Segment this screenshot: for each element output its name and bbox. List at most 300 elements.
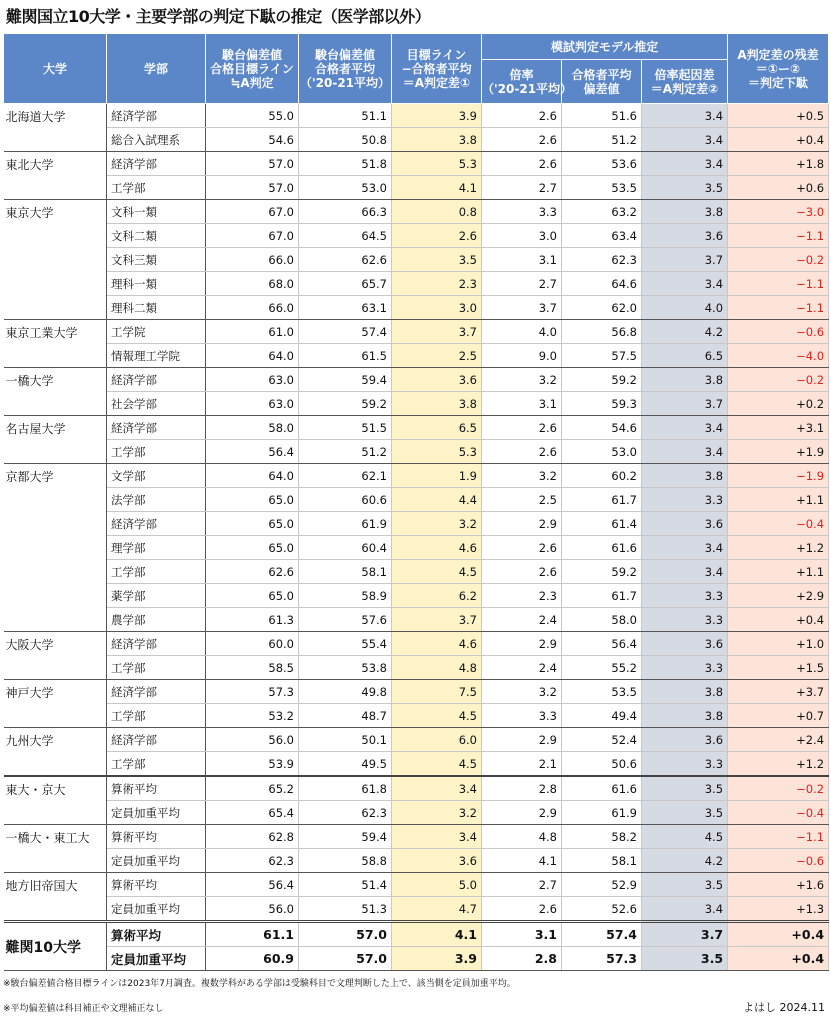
value-cell: 58.8 xyxy=(299,849,392,873)
value-cell: 53.8 xyxy=(299,656,392,680)
value-cell: 53.0 xyxy=(299,176,392,200)
table-row xyxy=(4,584,829,608)
value-cell: 65.7 xyxy=(299,272,392,296)
value-cell: 2.5 xyxy=(392,344,482,368)
value-cell: 58.1 xyxy=(299,560,392,584)
value-cell: 57.3 xyxy=(206,680,299,704)
value-cell: 53.9 xyxy=(206,752,299,777)
value-cell: +1.1 xyxy=(728,488,829,512)
value-cell: 51.2 xyxy=(299,440,392,464)
faculty-cell: 薬学部 xyxy=(107,584,206,608)
header-residual-1: A判定差の残差 xyxy=(737,47,819,62)
header-ratio xyxy=(482,60,573,104)
value-cell: 61.3 xyxy=(206,608,299,632)
value-cell: 6.0 xyxy=(392,728,482,752)
value-cell: 67.0 xyxy=(206,224,299,248)
value-cell: 2.7 xyxy=(482,176,562,200)
value-cell: 3.7 xyxy=(392,608,482,632)
value-cell: 61.9 xyxy=(562,801,642,825)
faculty-cell: 理科二類 xyxy=(107,296,206,320)
value-cell: 7.5 xyxy=(392,680,482,704)
value-cell: 3.2 xyxy=(482,368,562,392)
faculty-cell: 経済学部 xyxy=(107,728,206,752)
value-cell: 4.5 xyxy=(392,704,482,728)
value-cell: 65.0 xyxy=(206,536,299,560)
value-cell: 3.6 xyxy=(642,728,728,752)
table-row xyxy=(4,704,829,728)
value-cell: 66.0 xyxy=(206,296,299,320)
value-cell: 3.4 xyxy=(642,104,728,128)
value-cell: 4.4 xyxy=(392,488,482,512)
table-row xyxy=(4,488,829,512)
value-cell: 3.9 xyxy=(392,947,482,971)
value-cell: 3.4 xyxy=(642,152,728,176)
value-cell: 3.3 xyxy=(642,584,728,608)
value-cell: 4.8 xyxy=(392,656,482,680)
table-row xyxy=(4,512,829,536)
value-cell: 66.3 xyxy=(299,200,392,224)
value-cell: 64.0 xyxy=(206,464,299,488)
value-cell: 2.6 xyxy=(482,152,562,176)
value-cell: 2.9 xyxy=(482,801,562,825)
value-cell: 3.3 xyxy=(482,704,562,728)
value-cell: 5.3 xyxy=(392,440,482,464)
value-cell: 62.1 xyxy=(299,464,392,488)
value-cell: −0.6 xyxy=(728,849,829,873)
table-row xyxy=(4,947,829,971)
value-cell: 2.7 xyxy=(482,873,562,897)
value-cell: +0.7 xyxy=(728,704,829,728)
faculty-cell: 理学部 xyxy=(107,536,206,560)
value-cell: 61.1 xyxy=(206,922,299,947)
faculty-cell: 算術平均 xyxy=(107,776,206,801)
header-residual-3: ＝判定下駄 xyxy=(748,75,809,90)
value-cell: −0.2 xyxy=(728,248,829,272)
value-cell: 4.7 xyxy=(392,897,482,922)
value-cell: 63.0 xyxy=(206,368,299,392)
header-univ: 大学 xyxy=(4,34,107,104)
value-cell: 66.0 xyxy=(206,248,299,272)
value-cell: 55.2 xyxy=(562,656,642,680)
table-row xyxy=(4,752,829,777)
value-cell: 2.6 xyxy=(392,224,482,248)
value-cell: 4.0 xyxy=(642,296,728,320)
value-cell: 6.5 xyxy=(392,416,482,440)
value-cell: 2.6 xyxy=(482,128,562,152)
value-cell: 59.4 xyxy=(299,368,392,392)
table-row xyxy=(4,440,829,464)
value-cell: 53.5 xyxy=(562,176,642,200)
value-cell: 3.6 xyxy=(392,368,482,392)
univ-cell: 東京大学 xyxy=(4,200,107,320)
value-cell: 60.0 xyxy=(206,632,299,656)
value-cell: 63.0 xyxy=(206,392,299,416)
value-cell: 3.0 xyxy=(482,224,562,248)
header-target-line-2: 合格目標ライン xyxy=(210,61,294,76)
value-cell: 3.0 xyxy=(392,296,482,320)
value-cell: 68.0 xyxy=(206,272,299,296)
value-cell: 2.6 xyxy=(482,440,562,464)
value-cell: 56.8 xyxy=(562,320,642,344)
value-cell: 2.6 xyxy=(482,560,562,584)
value-cell: 51.3 xyxy=(299,897,392,922)
value-cell: +0.6 xyxy=(728,176,829,200)
faculty-cell: 工学院 xyxy=(107,320,206,344)
value-cell: 65.0 xyxy=(206,512,299,536)
univ-cell: 大阪大学 xyxy=(4,632,107,680)
page-title: 難関国立10大学・主要学部の判定下駄の推定（医学部以外） xyxy=(6,7,431,26)
value-cell: 61.6 xyxy=(562,536,642,560)
value-cell: 2.3 xyxy=(392,272,482,296)
value-cell: 3.4 xyxy=(642,440,728,464)
value-cell: −0.4 xyxy=(728,801,829,825)
value-cell: 61.6 xyxy=(562,776,642,801)
header-passer-avg-2: 合格者平均 xyxy=(314,61,375,76)
faculty-cell: 算術平均 xyxy=(107,922,206,947)
univ-cell: 地方旧帝国大 xyxy=(4,873,107,922)
value-cell: −4.0 xyxy=(728,344,829,368)
value-cell: 51.1 xyxy=(299,104,392,128)
header-model-avg-1: 合格者平均 xyxy=(571,67,632,82)
value-cell: +1.8 xyxy=(728,152,829,176)
value-cell: 0.8 xyxy=(392,200,482,224)
header-ratio-2: （'20-21平均） xyxy=(482,81,573,96)
value-cell: 4.5 xyxy=(392,560,482,584)
value-cell: 3.6 xyxy=(392,849,482,873)
value-cell: 56.4 xyxy=(562,632,642,656)
value-cell: 55.0 xyxy=(206,104,299,128)
value-cell: −0.4 xyxy=(728,512,829,536)
value-cell: 60.9 xyxy=(206,947,299,971)
faculty-cell: 社会学部 xyxy=(107,392,206,416)
value-cell: +0.5 xyxy=(728,104,829,128)
faculty-cell: 経済学部 xyxy=(107,632,206,656)
value-cell: 53.6 xyxy=(562,152,642,176)
header-diff1-3: ＝A判定差① xyxy=(402,75,471,90)
value-cell: 3.7 xyxy=(642,922,728,947)
value-cell: 58.1 xyxy=(562,849,642,873)
header-passer-avg xyxy=(299,34,392,104)
value-cell: 48.7 xyxy=(299,704,392,728)
value-cell: 3.4 xyxy=(642,536,728,560)
footnote-2: ※平均偏差値は科目補正や文理補正なし xyxy=(3,1004,164,1014)
faculty-cell: 定員加重平均 xyxy=(107,897,206,922)
table-row xyxy=(4,801,829,825)
value-cell: 3.5 xyxy=(642,947,728,971)
header-residual-2: ＝①ー② xyxy=(755,61,801,76)
univ-cell: 神戸大学 xyxy=(4,680,107,728)
value-cell: 49.4 xyxy=(562,704,642,728)
value-cell: 3.1 xyxy=(482,392,562,416)
value-cell: 9.0 xyxy=(482,344,562,368)
value-cell: 61.7 xyxy=(562,488,642,512)
value-cell: 3.7 xyxy=(482,296,562,320)
value-cell: 62.3 xyxy=(299,801,392,825)
faculty-cell: 文科二類 xyxy=(107,224,206,248)
value-cell: 3.3 xyxy=(642,752,728,777)
table-row xyxy=(4,776,829,801)
value-cell: 3.5 xyxy=(642,176,728,200)
value-cell: 61.7 xyxy=(562,584,642,608)
value-cell: −1.1 xyxy=(728,224,829,248)
value-cell: 57.4 xyxy=(562,922,642,947)
univ-cell: 北海道大学 xyxy=(4,104,107,152)
value-cell: 50.6 xyxy=(562,752,642,777)
value-cell: 58.5 xyxy=(206,656,299,680)
faculty-cell: 経済学部 xyxy=(107,680,206,704)
faculty-cell: 工学部 xyxy=(107,176,206,200)
table-row xyxy=(4,464,829,488)
univ-cell: 東北大学 xyxy=(4,152,107,200)
value-cell: 4.1 xyxy=(392,922,482,947)
value-cell: 3.5 xyxy=(642,801,728,825)
value-cell: +1.5 xyxy=(728,656,829,680)
header-diff2-2: ＝A判定差② xyxy=(650,81,719,96)
value-cell: 54.6 xyxy=(562,416,642,440)
value-cell: −0.2 xyxy=(728,368,829,392)
faculty-cell: 工学部 xyxy=(107,752,206,777)
value-cell: 51.4 xyxy=(299,873,392,897)
value-cell: 3.8 xyxy=(642,704,728,728)
univ-cell: 一橋大・東工大 xyxy=(4,825,107,873)
value-cell: +0.4 xyxy=(728,128,829,152)
univ-cell: 名古屋大学 xyxy=(4,416,107,464)
value-cell: 4.6 xyxy=(392,632,482,656)
value-cell: 65.0 xyxy=(206,584,299,608)
value-cell: 51.8 xyxy=(299,152,392,176)
value-cell: 63.4 xyxy=(562,224,642,248)
value-cell: +1.1 xyxy=(728,560,829,584)
header-diff2 xyxy=(642,60,728,104)
value-cell: 51.5 xyxy=(299,416,392,440)
table-row xyxy=(4,104,829,128)
value-cell: 65.4 xyxy=(206,801,299,825)
value-cell: +1.2 xyxy=(728,536,829,560)
faculty-cell: 経済学部 xyxy=(107,512,206,536)
faculty-cell: 理科一類 xyxy=(107,272,206,296)
table-row xyxy=(4,128,829,152)
value-cell: 3.9 xyxy=(392,104,482,128)
table-row xyxy=(4,560,829,584)
value-cell: −1.1 xyxy=(728,296,829,320)
value-cell: 56.0 xyxy=(206,728,299,752)
value-cell: 2.6 xyxy=(482,897,562,922)
table-row xyxy=(4,897,829,922)
value-cell: 51.2 xyxy=(562,128,642,152)
value-cell: 53.0 xyxy=(562,440,642,464)
header-target-line xyxy=(206,34,299,104)
value-cell: −0.6 xyxy=(728,320,829,344)
univ-cell: 京都大学 xyxy=(4,464,107,632)
value-cell: 50.1 xyxy=(299,728,392,752)
value-cell: 61.4 xyxy=(562,512,642,536)
value-cell: 2.8 xyxy=(482,947,562,971)
value-cell: −1.1 xyxy=(728,825,829,849)
value-cell: 3.6 xyxy=(642,632,728,656)
value-cell: 3.8 xyxy=(642,464,728,488)
univ-cell: 難関10大学 xyxy=(4,922,107,971)
value-cell: +0.4 xyxy=(728,922,829,947)
footnote-1: ※駿台偏差値合格目標ラインは2023年7月調査。複数学科がある学部は受験科目で文理判断した上で、該当側を定員加重平均。 xyxy=(3,979,516,989)
value-cell: +1.9 xyxy=(728,440,829,464)
value-cell: 3.3 xyxy=(642,488,728,512)
value-cell: 3.3 xyxy=(482,200,562,224)
value-cell: 57.6 xyxy=(299,608,392,632)
value-cell: 3.5 xyxy=(642,873,728,897)
value-cell: 3.8 xyxy=(642,680,728,704)
value-cell: 62.0 xyxy=(562,296,642,320)
value-cell: 3.1 xyxy=(482,248,562,272)
faculty-cell: 工学部 xyxy=(107,656,206,680)
value-cell: −1.9 xyxy=(728,464,829,488)
value-cell: 56.4 xyxy=(206,873,299,897)
faculty-cell: 経済学部 xyxy=(107,152,206,176)
value-cell: 57.4 xyxy=(299,320,392,344)
value-cell: −1.1 xyxy=(728,272,829,296)
value-cell: 52.6 xyxy=(562,897,642,922)
credit: よはし 2024.11 xyxy=(743,1001,825,1014)
value-cell: 65.2 xyxy=(206,776,299,801)
value-cell: +1.2 xyxy=(728,752,829,777)
value-cell: 50.8 xyxy=(299,128,392,152)
table-row xyxy=(4,248,829,272)
value-cell: 59.3 xyxy=(562,392,642,416)
value-cell: 3.4 xyxy=(392,825,482,849)
value-cell: 3.7 xyxy=(642,248,728,272)
value-cell: +3.7 xyxy=(728,680,829,704)
value-cell: 57.5 xyxy=(562,344,642,368)
faculty-cell: 経済学部 xyxy=(107,104,206,128)
value-cell: 2.5 xyxy=(482,488,562,512)
value-cell: 57.0 xyxy=(206,152,299,176)
value-cell: 3.8 xyxy=(392,392,482,416)
table-row xyxy=(4,728,829,752)
value-cell: 4.0 xyxy=(482,320,562,344)
faculty-cell: 工学部 xyxy=(107,440,206,464)
value-cell: 2.6 xyxy=(482,416,562,440)
value-cell: 3.7 xyxy=(642,392,728,416)
value-cell: 53.5 xyxy=(562,680,642,704)
value-cell: 3.4 xyxy=(642,272,728,296)
value-cell: 58.0 xyxy=(562,608,642,632)
value-cell: 51.6 xyxy=(562,104,642,128)
value-cell: 4.1 xyxy=(392,176,482,200)
value-cell: 4.2 xyxy=(642,320,728,344)
value-cell: 61.9 xyxy=(299,512,392,536)
judgment-table xyxy=(3,33,829,971)
value-cell: 62.6 xyxy=(299,248,392,272)
value-cell: 55.4 xyxy=(299,632,392,656)
value-cell: 57.0 xyxy=(299,947,392,971)
value-cell: 6.2 xyxy=(392,584,482,608)
value-cell: 52.4 xyxy=(562,728,642,752)
value-cell: +1.0 xyxy=(728,632,829,656)
value-cell: 4.5 xyxy=(642,825,728,849)
header-model-avg xyxy=(562,60,642,104)
value-cell: 60.2 xyxy=(562,464,642,488)
table-row xyxy=(4,296,829,320)
faculty-cell: 定員加重平均 xyxy=(107,947,206,971)
value-cell: 2.1 xyxy=(482,752,562,777)
faculty-cell: 経済学部 xyxy=(107,368,206,392)
value-cell: 59.2 xyxy=(562,368,642,392)
value-cell: 57.3 xyxy=(562,947,642,971)
value-cell: 59.2 xyxy=(299,392,392,416)
faculty-cell: 定員加重平均 xyxy=(107,801,206,825)
value-cell: 67.0 xyxy=(206,200,299,224)
faculty-cell: 文科三類 xyxy=(107,248,206,272)
value-cell: +0.4 xyxy=(728,608,829,632)
table-row xyxy=(4,632,829,656)
value-cell: 3.4 xyxy=(642,128,728,152)
value-cell: 5.0 xyxy=(392,873,482,897)
value-cell: 63.2 xyxy=(562,200,642,224)
value-cell: 61.0 xyxy=(206,320,299,344)
value-cell: +0.4 xyxy=(728,947,829,971)
value-cell: 2.4 xyxy=(482,656,562,680)
value-cell: 3.7 xyxy=(392,320,482,344)
value-cell: 56.4 xyxy=(206,440,299,464)
value-cell: 58.9 xyxy=(299,584,392,608)
faculty-cell: 法学部 xyxy=(107,488,206,512)
value-cell: 3.3 xyxy=(642,608,728,632)
faculty-cell: 算術平均 xyxy=(107,873,206,897)
value-cell: 60.6 xyxy=(299,488,392,512)
value-cell: 3.4 xyxy=(642,416,728,440)
value-cell: 3.8 xyxy=(642,368,728,392)
table-row xyxy=(4,392,829,416)
table-row xyxy=(4,368,829,392)
value-cell: 3.4 xyxy=(642,897,728,922)
value-cell: 4.1 xyxy=(482,849,562,873)
faculty-cell: 情報理工学院 xyxy=(107,344,206,368)
value-cell: −3.0 xyxy=(728,200,829,224)
univ-cell: 九州大学 xyxy=(4,728,107,777)
value-cell: 60.4 xyxy=(299,536,392,560)
value-cell: +0.2 xyxy=(728,392,829,416)
value-cell: 2.9 xyxy=(482,632,562,656)
value-cell: 3.2 xyxy=(392,801,482,825)
value-cell: +2.9 xyxy=(728,584,829,608)
value-cell: 56.0 xyxy=(206,897,299,922)
table-row xyxy=(4,608,829,632)
header-diff1-1: 目標ライン xyxy=(406,47,467,62)
value-cell: 3.5 xyxy=(392,248,482,272)
value-cell: 49.5 xyxy=(299,752,392,777)
value-cell: 2.6 xyxy=(482,104,562,128)
value-cell: 62.6 xyxy=(206,560,299,584)
value-cell: 61.8 xyxy=(299,776,392,801)
value-cell: 57.0 xyxy=(299,922,392,947)
value-cell: 4.6 xyxy=(392,536,482,560)
value-cell: 3.6 xyxy=(642,224,728,248)
value-cell: +3.1 xyxy=(728,416,829,440)
header-residual xyxy=(728,34,829,104)
faculty-cell: 文科一類 xyxy=(107,200,206,224)
value-cell: 59.4 xyxy=(299,825,392,849)
faculty-cell: 総合入試理系 xyxy=(107,128,206,152)
table-row xyxy=(4,849,829,873)
table-row xyxy=(4,224,829,248)
table-body xyxy=(4,104,829,971)
header-faculty: 学部 xyxy=(107,34,206,104)
table-row xyxy=(4,200,829,224)
value-cell: 4.5 xyxy=(392,752,482,777)
table-row xyxy=(4,922,829,947)
value-cell: 6.5 xyxy=(642,344,728,368)
value-cell: 54.6 xyxy=(206,128,299,152)
value-cell: 2.9 xyxy=(482,728,562,752)
